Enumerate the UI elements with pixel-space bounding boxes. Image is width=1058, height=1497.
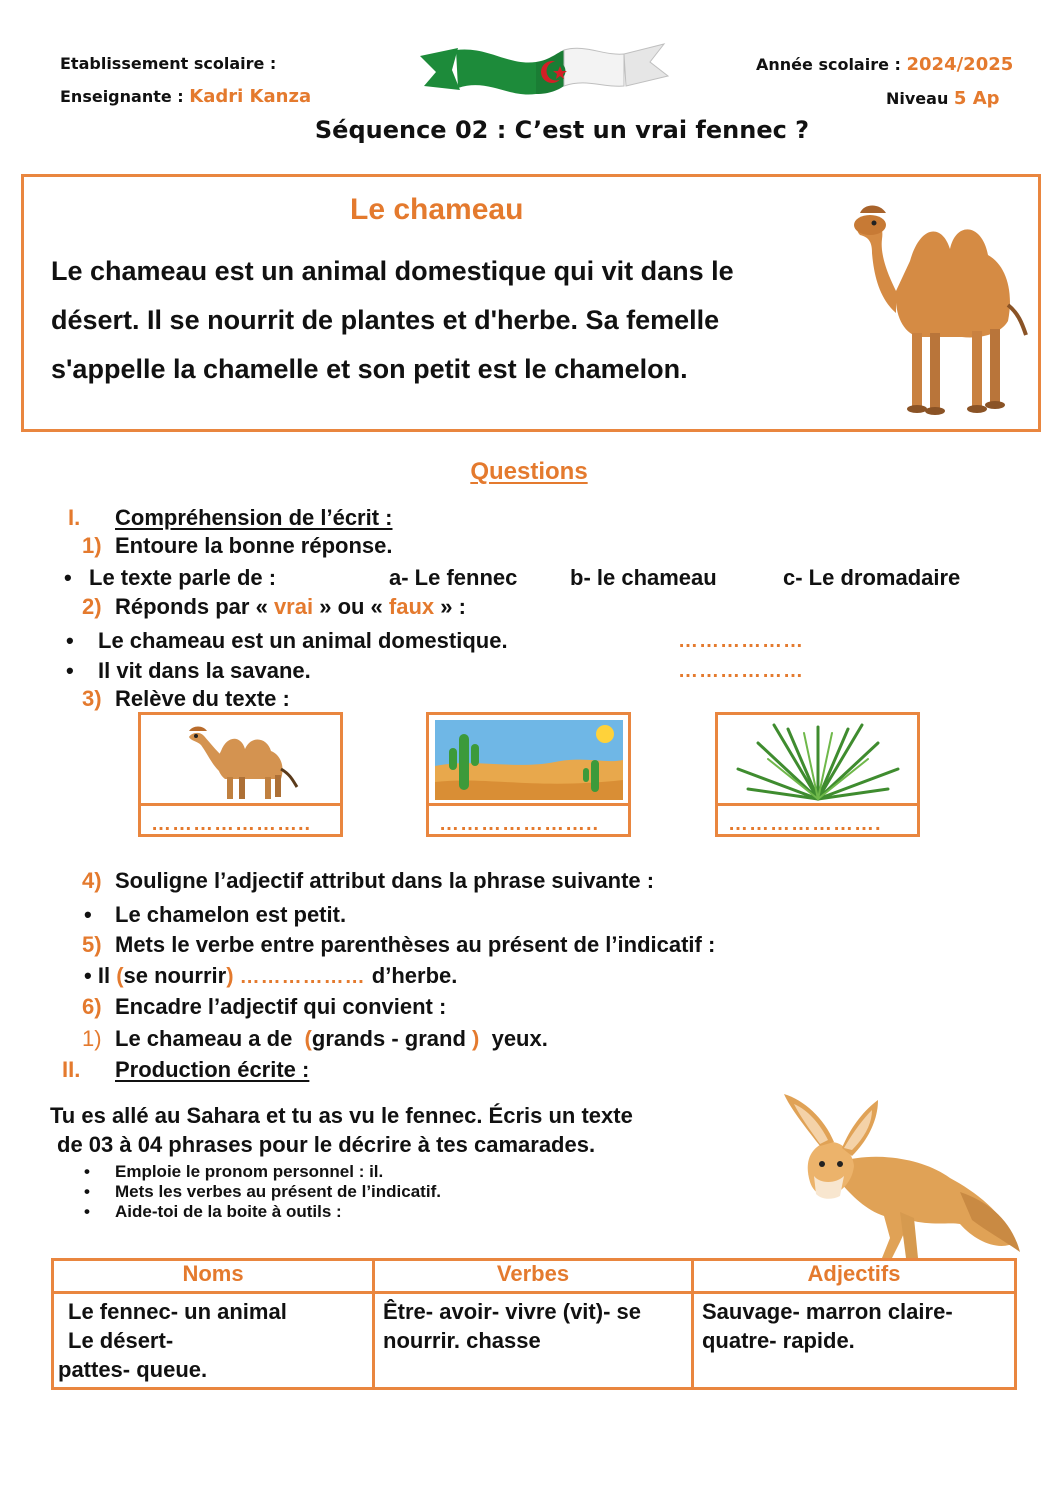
toolbox-noun: pattes- queue. <box>58 1357 208 1382</box>
q2-pre: Réponds par « <box>115 594 268 619</box>
toolbox-header-adjectifs: Adjectifs <box>692 1260 1015 1293</box>
q5-instruction: Mets le verbe entre parenthèses au présent de l’indicatif : <box>115 932 716 957</box>
tip-item: • Aide-toi de la boite à outils : <box>84 1202 342 1221</box>
q3-answer-1[interactable]: ………………….. <box>151 813 312 835</box>
q5-answer[interactable]: ……………… <box>239 966 366 988</box>
q2-number: 2) <box>82 594 102 619</box>
teacher-name: Kadri Kanza <box>189 86 312 107</box>
production-line-1: Tu es allé au Sahara et tu as vu le fennec. Écris un texte <box>50 1103 633 1128</box>
camel-image <box>850 195 1030 417</box>
reading-line: désert. Il se nourrit de plantes et d'herbe. Sa femelle <box>51 305 720 335</box>
year-label: Année scolaire : <box>756 55 901 74</box>
q2-statement-2: Il vit dans la savane. <box>98 658 311 683</box>
level-label: Niveau <box>886 89 949 108</box>
questions-heading: Questions <box>470 458 588 485</box>
toolbox-adjective: Sauvage- marron claire- <box>701 1299 953 1324</box>
toolbox-cell-verbes <box>374 1293 693 1389</box>
toolbox-cell-adjectifs <box>692 1293 1015 1389</box>
q2-mid: » ou « <box>319 594 383 619</box>
tip-item: • Emploie le pronom personnel : il. <box>84 1162 384 1181</box>
algeria-flag-icon <box>418 42 670 100</box>
teacher-line <box>60 86 311 107</box>
q2-bullet: • <box>66 628 74 653</box>
q2-post: » : <box>440 594 466 619</box>
q5-number: 5) <box>82 932 102 957</box>
q1-number: 1) <box>82 533 102 558</box>
q6-instruction: Encadre l’adjectif qui convient : <box>115 994 447 1019</box>
q5-end: d’herbe. <box>371 963 458 988</box>
toolbox-header-row <box>53 1260 1016 1293</box>
fennec-image <box>780 1092 1024 1260</box>
school-year <box>756 54 1013 75</box>
tip-item: • Mets les verbes au présent de l’indicatif. <box>84 1182 441 1201</box>
reading-text <box>51 247 851 394</box>
toolbox-noun: Le fennec- un animal <box>68 1299 287 1324</box>
q1-option-c[interactable]: c- Le dromadaire <box>783 565 961 590</box>
q6-pre: Le chameau a de <box>115 1026 293 1051</box>
q3-answer-3[interactable]: …………………. <box>728 813 882 835</box>
q1-option-a[interactable]: a- Le fennec <box>389 565 518 590</box>
q4-sentence[interactable]: Le chamelon est petit. <box>115 902 347 927</box>
q2-answer-1[interactable]: ……………… <box>678 630 804 652</box>
reading-box <box>21 174 1041 432</box>
toolbox-verb: Être- avoir- vivre (vit)- se <box>383 1299 641 1324</box>
section1-number: I. <box>68 505 81 530</box>
q6-sub-number: 1) <box>82 1026 102 1051</box>
school-label: Etablissement scolaire : <box>60 54 277 73</box>
q3-answer-2[interactable]: ………………….. <box>439 813 600 835</box>
toolbox-header-verbes: Verbes <box>374 1260 693 1293</box>
q3-box-desert <box>426 712 631 837</box>
q2-statement-1: Le chameau est un animal domestique. <box>98 628 508 653</box>
level <box>886 88 1000 109</box>
production-tips <box>84 1162 441 1222</box>
q2-vrai: vrai <box>273 594 314 619</box>
q3-box-grass <box>715 712 920 837</box>
q6-paren-close: ) <box>472 1026 480 1051</box>
q3-number: 3) <box>82 686 102 711</box>
q1-option-b[interactable]: b- le chameau <box>570 565 717 590</box>
year-value: 2024/2025 <box>906 54 1014 75</box>
reading-title: Le chameau <box>350 193 524 226</box>
q1-stem: Le texte parle de : <box>89 565 277 590</box>
toolbox-noun: Le désert- <box>68 1328 174 1353</box>
q6-choice[interactable]: grands - grand <box>311 1026 466 1051</box>
q3-instruction: Relève du texte : <box>115 686 290 711</box>
camel-image <box>181 721 311 801</box>
q6-paren-open: ( <box>304 1026 312 1051</box>
section2-number: II. <box>62 1057 81 1082</box>
q5-paren-close: ) <box>226 963 234 988</box>
q3-box-camel <box>138 712 343 837</box>
q2-faux: faux <box>388 594 435 619</box>
q6-sentence <box>115 1026 548 1052</box>
q5-paren-open: ( <box>116 963 124 988</box>
q4-number: 4) <box>82 868 102 893</box>
q5-subject: Il <box>97 963 111 988</box>
desert-image <box>435 720 623 800</box>
q1-instruction: Entoure la bonne réponse. <box>115 533 393 558</box>
section1-title: Compréhension de l’écrit : <box>115 505 393 530</box>
level-value: 5 Ap <box>953 88 1000 109</box>
q6-number: 6) <box>82 994 102 1019</box>
toolbox-cell-noms <box>53 1293 374 1389</box>
reading-line: s'appelle la chamelle et son petit est le chamelon. <box>51 354 688 384</box>
q4-bullet: • <box>84 902 92 927</box>
q2-answer-2[interactable]: ……………… <box>678 660 804 682</box>
teacher-label: Enseignante : <box>60 87 184 106</box>
section2-title: Production écrite : <box>115 1057 310 1082</box>
q5-verb: se nourrir <box>123 963 227 988</box>
toolbox-verb: nourrir. chasse <box>383 1328 541 1353</box>
q4-instruction: Souligne l’adjectif attribut dans la phrase suivante : <box>115 868 655 893</box>
toolbox-row <box>53 1293 1016 1389</box>
q6-post: yeux. <box>491 1026 548 1051</box>
sequence-title: Séquence 02 : C’est un vrai fennec ? <box>314 116 810 144</box>
toolbox-header-noms: Noms <box>53 1260 374 1293</box>
q5-line <box>84 963 457 989</box>
q2-instruction <box>115 594 466 620</box>
toolbox-adjective: quatre- rapide. <box>701 1328 855 1353</box>
q2-bullet: • <box>66 658 74 683</box>
q5-bullet: • <box>84 963 92 988</box>
q1-bullet: • <box>64 565 72 590</box>
production-line-2: de 03 à 04 phrases pour le décrire à tes camarades. <box>57 1132 596 1157</box>
reading-line: Le chameau est un animal domestique qui vit dans le <box>51 256 734 286</box>
toolbox-table <box>51 1258 1017 1390</box>
grass-image <box>728 719 908 801</box>
